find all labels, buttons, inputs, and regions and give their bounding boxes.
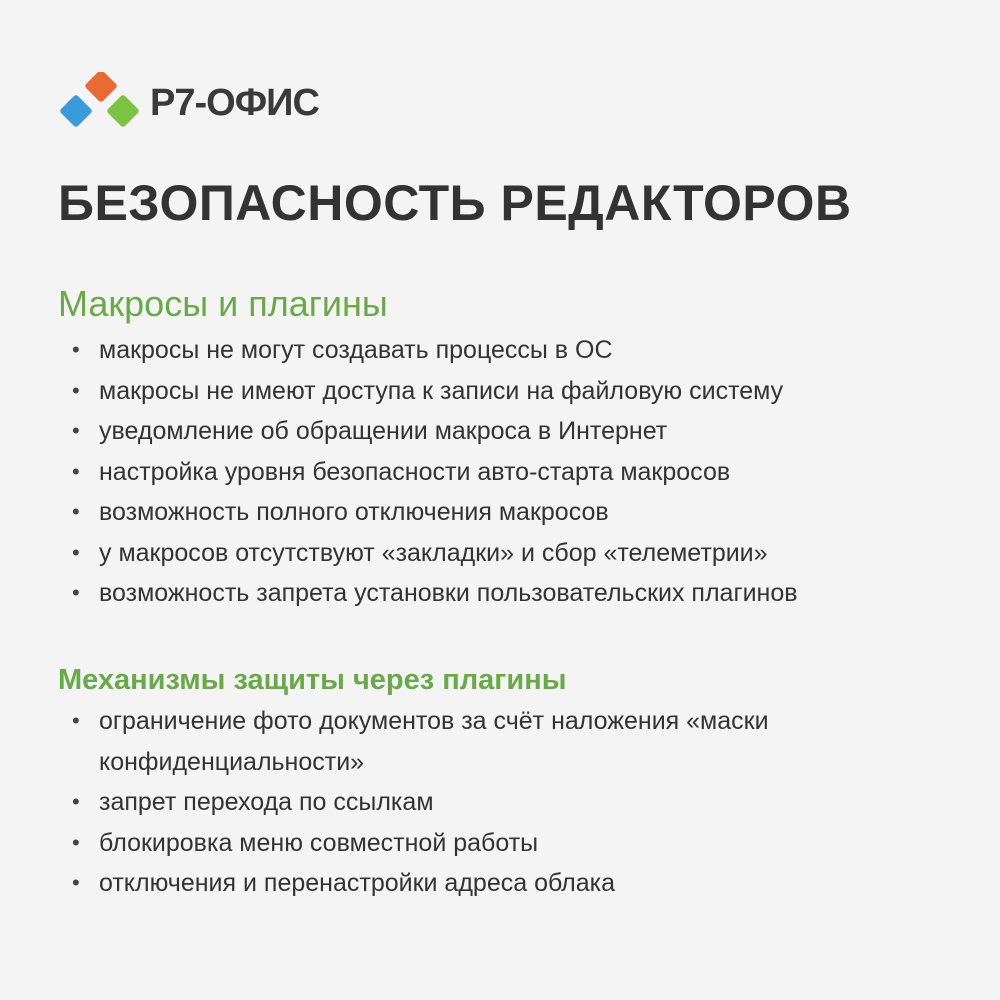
list-item (58, 782, 958, 823)
logo-orange-diamond (84, 72, 118, 103)
bullet-icon: • (72, 789, 80, 815)
bullet-icon: • (72, 418, 80, 444)
list-item-text: макросы не могут создавать процессы в ОС (99, 336, 613, 365)
list-item-text: уведомление об обращении макроса в Интернет (99, 417, 668, 446)
list-item-text: настройка уровня безопасности авто-старта макросов (99, 457, 731, 486)
list-item (58, 701, 958, 782)
section-heading: Макросы и плагины (58, 283, 388, 324)
bullet-icon: • (72, 829, 80, 855)
brand-name: Р7-ОФИС (150, 82, 319, 124)
bullet-icon: • (72, 377, 80, 403)
page-title: БЕЗОПАСНОСТЬ РЕДАКТОРОВ (58, 175, 852, 231)
bullet-icon: • (72, 499, 80, 525)
bullet-icon: • (72, 337, 80, 363)
list-item (58, 533, 958, 574)
list-item-text: возможность полного отключения макросов (99, 498, 609, 527)
list-item-text: возможность запрета установки пользовательских плагинов (99, 579, 798, 608)
list-item-text: блокировка меню совместной работы (99, 828, 539, 857)
bullet-icon: • (72, 539, 80, 565)
section-protection-mechanisms (58, 664, 958, 904)
section-heading: Механизмы защиты через плагины (58, 664, 567, 696)
list-item (58, 823, 958, 864)
bullet-icon: • (72, 708, 80, 734)
logo-green-diamond (106, 94, 140, 128)
list-item (58, 863, 958, 904)
logo-blue-diamond (59, 94, 93, 128)
bullet-icon: • (72, 580, 80, 606)
bullet-icon: • (72, 870, 80, 896)
list-item (58, 371, 958, 412)
r7-logo-icon (58, 72, 144, 134)
list-item-text: макросы не имеют доступа к записи на файловую систему (99, 376, 784, 405)
list-item (58, 411, 958, 452)
bullet-list (58, 701, 958, 904)
list-item-text: ограничение фото документов за счёт наложения «маски конфиденциальности» (99, 707, 769, 776)
section-macros-plugins (58, 283, 958, 614)
list-item (58, 452, 958, 493)
list-item-text: запрет перехода по ссылкам (99, 788, 434, 817)
bullet-icon: • (72, 458, 80, 484)
list-item-text: у макросов отсутствуют «закладки» и сбор «телеметрии» (99, 538, 768, 567)
list-item (58, 573, 958, 614)
list-item (58, 330, 958, 371)
list-item (58, 492, 958, 533)
brand-logo (58, 72, 319, 134)
bullet-list (58, 330, 958, 614)
list-item-text: отключения и перенастройки адреса облака (99, 869, 616, 898)
